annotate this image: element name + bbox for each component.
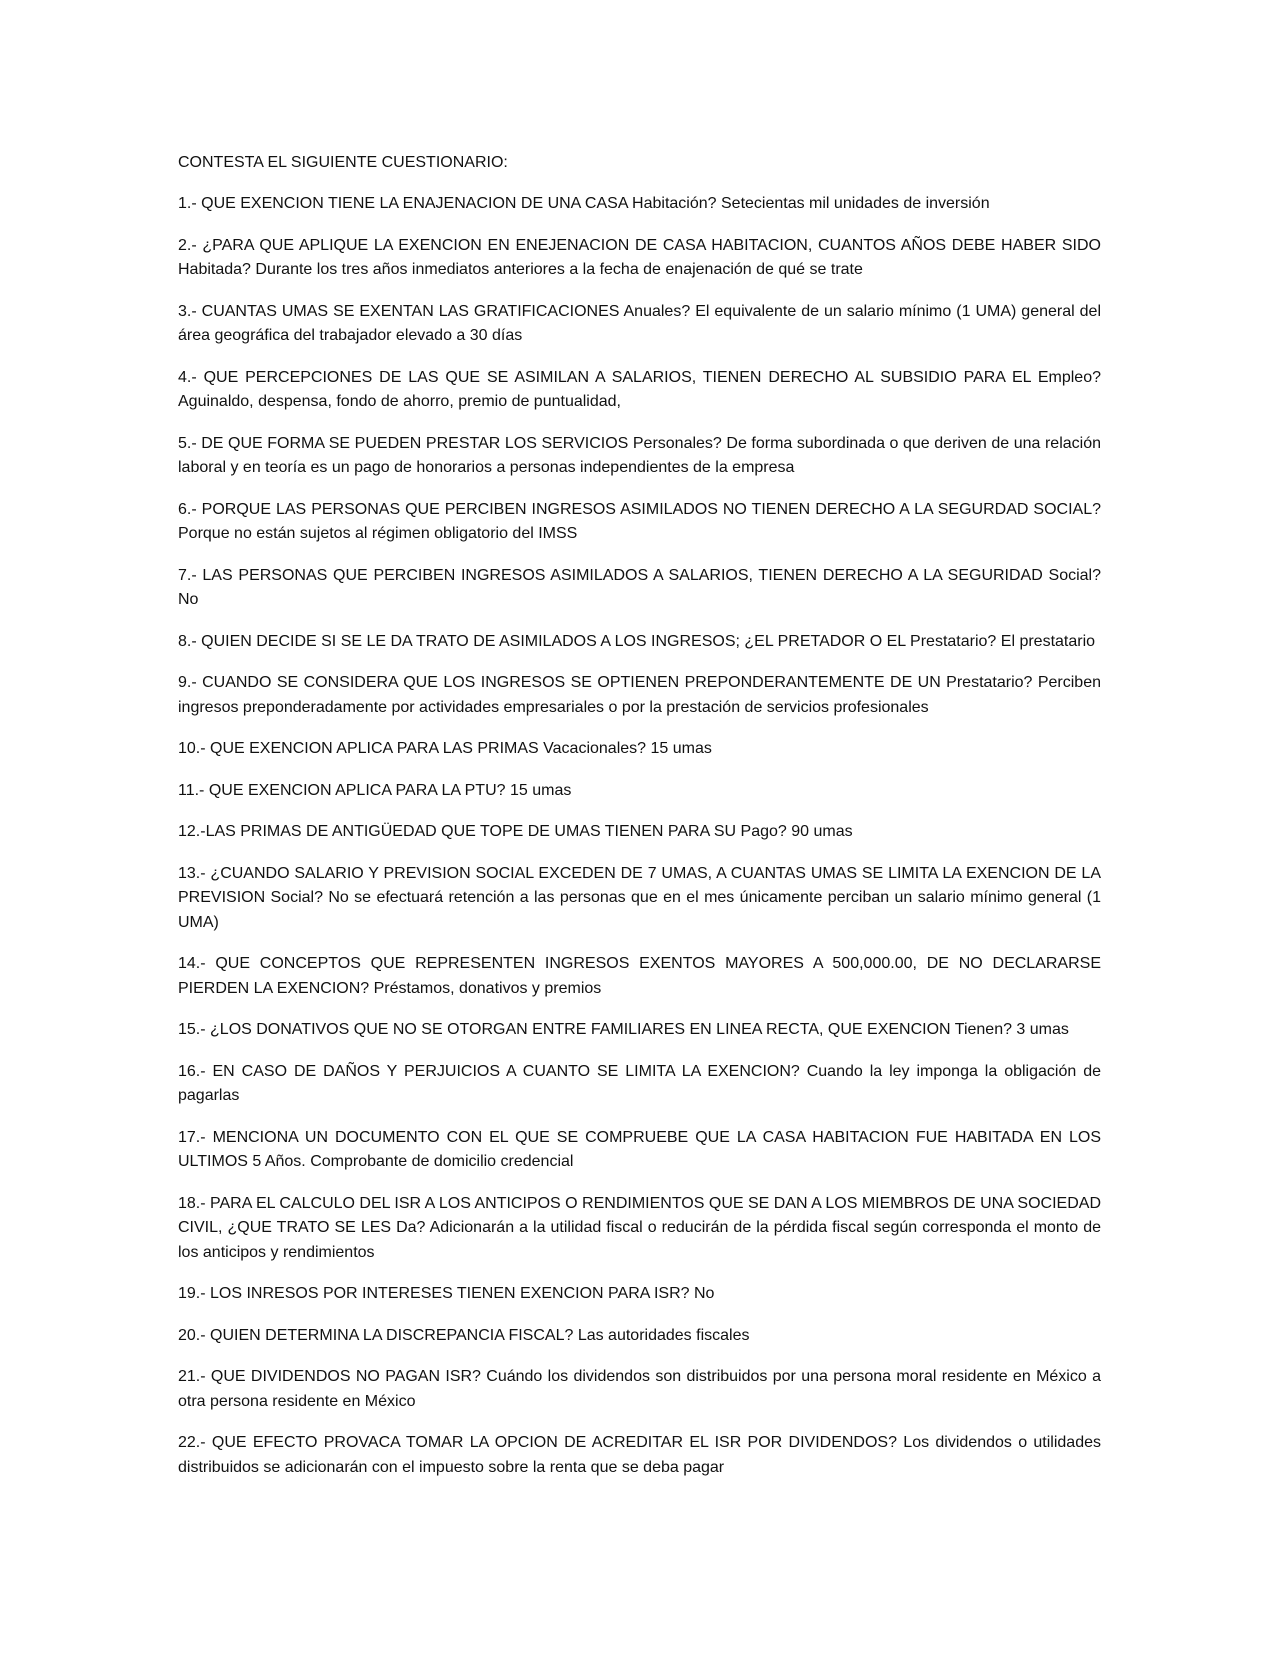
question-item-20: 20.- QUIEN DETERMINA LA DISCREPANCIA FISCAL? Las autoridades fiscales bbox=[178, 1326, 750, 1344]
question-item-15: 15.- ¿LOS DONATIVOS QUE NO SE OTORGAN ENTRE FAMILIARES EN LINEA RECTA, QUE EXENCION Tienen? 3 umas bbox=[178, 1021, 1069, 1038]
question-item-12: 12.-LAS PRIMAS DE ANTIGÜEDAD QUE TOPE DE UMAS TIENEN PARA SU Pago? 90 umas bbox=[178, 823, 853, 840]
question-item-6: 6.- PORQUE LAS PERSONAS QUE PERCIBEN INGRESOS ASIMILADOS NO TIENEN DERECHO A LA SEGURDAD SOCIAL? Porque no están sujetos al régimen obligatorio del IMSS bbox=[178, 500, 1101, 542]
question-item-10: 10.- QUE EXENCION APLICA PARA LAS PRIMAS Vacacionales? 15 umas bbox=[178, 740, 712, 757]
question-item-7: 7.- LAS PERSONAS QUE PERCIBEN INGRESOS ASIMILADOS A SALARIOS, TIENEN DERECHO A LA SEGURIDAD Social? No bbox=[178, 566, 1101, 608]
question-item-2: 2.- ¿PARA QUE APLIQUE LA EXENCION EN ENEJENACION DE CASA HABITACION, CUANTOS AÑOS DEBE HABER SIDO Habitada? Durante los tres años inmediatos anteriores a la fecha de enajenación de qué se trate bbox=[178, 236, 1101, 278]
question-item-4: 4.- QUE PERCEPCIONES DE LAS QUE SE ASIMILAN A SALARIOS, TIENEN DERECHO AL SUBSIDIO PARA EL Empleo? Aguinaldo, despensa, fondo de ahorro, premio de puntualidad, bbox=[178, 368, 1101, 410]
question-item-16: 16.- EN CASO DE DAÑOS Y PERJUICIOS A CUANTO SE LIMITA LA EXENCION? Cuando la ley imponga la obligación de pagarlas bbox=[178, 1062, 1101, 1104]
question-item-22: 22.- QUE EFECTO PROVACA TOMAR LA OPCION DE ACREDITAR EL ISR POR DIVIDENDOS? Los dividendos o utilidades distribuidos se adicionarán con el impuesto sobre la renta que se deba pagar bbox=[178, 1434, 1101, 1476]
question-item-17: 17.- MENCIONA UN DOCUMENTO CON EL QUE SE COMPRUEBE QUE LA CASA HABITACION FUE HABITADA EN LOS ULTIMOS 5 Años. Comprobante de domicilio credencial bbox=[178, 1128, 1101, 1170]
question-item-8: 8.- QUIEN DECIDE SI SE LE DA TRATO DE ASIMILADOS A LOS INGRESOS; ¿EL PRETADOR O EL Prestatario? El prestatario bbox=[178, 632, 1096, 650]
question-item-21: 21.- QUE DIVIDENDOS NO PAGAN ISR? Cuándo los dividendos son distribuidos por una persona moral residente en México a otra persona residente en México bbox=[178, 1368, 1101, 1410]
question-item-9: 9.- CUANDO SE CONSIDERA QUE LOS INGRESOS SE OPTIENEN PREPONDERANTEMENTE DE UN Prestatario? Perciben ingresos preponderadamente por actividades empresariales o por la prestación de servicios profesionales bbox=[178, 674, 1101, 716]
document-page bbox=[178, 151, 1101, 1497]
question-item-1: 1.- QUE EXENCION TIENE LA ENAJENACION DE UNA CASA Habitación? Setecientas mil unidades de inversión bbox=[178, 195, 990, 212]
question-item-3: 3.- CUANTAS UMAS SE EXENTAN LAS GRATIFICACIONES Anuales? El equivalente de un salario mínimo (1 UMA) general del área geográfica del trabajador elevado a 30 días bbox=[178, 302, 1101, 344]
document-title: CONTESTA EL SIGUIENTE CUESTIONARIO: bbox=[178, 154, 508, 171]
question-item-13: 13.- ¿CUANDO SALARIO Y PREVISION SOCIAL EXCEDEN DE 7 UMAS, A CUANTAS UMAS SE LIMITA LA EXENCION DE LA PREVISION Social? No se efectuará retención a las personas que en el mes únicamente perciban un salario mínimo general (1 UMA) bbox=[178, 864, 1101, 931]
question-item-18: 18.- PARA EL CALCULO DEL ISR A LOS ANTICIPOS O RENDIMIENTOS QUE SE DAN A LOS MIEMBROS DE UNA SOCIEDAD CIVIL, ¿QUE TRATO SE LES Da? Adicionarán a la utilidad fiscal o reducirán de la pérdida fiscal según corresponda el monto de los anticipos y rendimientos bbox=[178, 1194, 1101, 1261]
question-item-14: 14.- QUE CONCEPTOS QUE REPRESENTEN INGRESOS EXENTOS MAYORES A 500,000.00, DE NO DECLARARSE PIERDEN LA EXENCION? Préstamos, donativos y premios bbox=[178, 955, 1101, 997]
question-item-11: 11.- QUE EXENCION APLICA PARA LA PTU? 15 umas bbox=[178, 781, 572, 799]
question-item-5: 5.- DE QUE FORMA SE PUEDEN PRESTAR LOS SERVICIOS Personales? De forma subordinada o que deriven de una relación laboral y en teoría es un pago de honorarios a personas independientes de la empresa bbox=[178, 434, 1101, 476]
question-item-19: 19.- LOS INRESOS POR INTERESES TIENEN EXENCION PARA ISR? No bbox=[178, 1285, 715, 1302]
